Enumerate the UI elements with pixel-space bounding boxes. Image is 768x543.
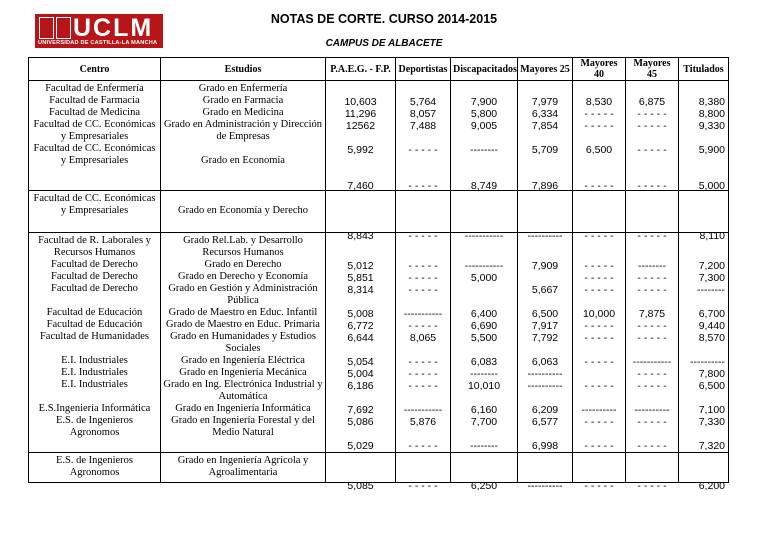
centro-line [31, 295, 158, 307]
value-cell [518, 233, 573, 453]
centro-line: Facultad de Medicina [49, 107, 140, 118]
cell-value: - - - - - [637, 380, 667, 392]
value-cell [573, 81, 626, 191]
table-row [29, 81, 729, 191]
cell-value: 5,012 [347, 260, 374, 272]
estudios-cell [161, 453, 326, 483]
centro-line: Facultad de Farmacia [49, 95, 140, 106]
estudios-line: Grado en Farmacia [202, 95, 284, 106]
value-cell [626, 191, 679, 242]
value-cell [626, 453, 679, 492]
column-header: Discapacitados [451, 58, 518, 81]
cell-value: 6,875 [638, 96, 666, 108]
cell-value: 9,330 [698, 120, 725, 132]
cell-value: 7,917 [531, 320, 559, 332]
column-header: Estudios [161, 58, 326, 81]
value-cell [451, 81, 518, 191]
estudios-line: Grado en Ingeniería Mecánica [179, 367, 307, 378]
value-cell [679, 453, 729, 492]
value-cell [326, 453, 396, 492]
cell-value: - - - - - [584, 356, 614, 368]
value-cell [451, 233, 518, 453]
cell-value: 7,460 [347, 180, 374, 192]
cell-value: 7,330 [698, 416, 725, 428]
table-body [29, 81, 729, 492]
estudios-line: Grado en Ingeniería Forestal y del Medio Natural [171, 415, 315, 438]
cell-value: ---------- [690, 356, 725, 368]
value-cell [573, 191, 626, 242]
cell-value: 9,440 [698, 320, 725, 332]
cell-value: 8,570 [698, 332, 725, 344]
cell-value: 11,296 [344, 108, 377, 120]
centro-line: Facultad de R. Laborales y Recursos Humanos [38, 235, 151, 258]
cell-value: 6,772 [347, 320, 374, 332]
cell-value: - - - - - [637, 320, 667, 332]
cell-value: 7,909 [531, 260, 559, 272]
estudios-line: Grado en Ingeniería Agrícola y Agroalimentaria [177, 455, 309, 478]
cell-value: 10,603 [344, 96, 377, 108]
cell-value: 5,000 [470, 272, 498, 284]
cell-value: 5,004 [347, 368, 374, 380]
cell-value: 6,500 [531, 308, 559, 320]
value-cell [451, 191, 518, 242]
cell-value: 6,500 [698, 380, 725, 392]
estudios-line [163, 193, 323, 205]
cell-value: - - - - - [584, 230, 614, 242]
cell-value: 6,063 [531, 356, 559, 368]
value-cell [396, 81, 451, 191]
cutoff-table [28, 57, 729, 492]
cell-value: - - - - - [408, 144, 438, 156]
table-row [29, 233, 729, 453]
column-header: Titulados [679, 58, 729, 81]
value-cell [626, 81, 679, 191]
estudios-line: Grado de Maestro en Educ. Primaria [166, 319, 320, 330]
cell-value: -------- [470, 368, 498, 380]
cell-value: ---------- [581, 404, 617, 416]
cell-value: - - - - - [584, 480, 614, 492]
cell-value: 6,690 [470, 320, 498, 332]
cell-value: 8,380 [698, 96, 725, 108]
cell-value: 5,054 [347, 356, 374, 368]
centro-line: Facultad de CC. Económicas y Empresariales [33, 193, 156, 216]
value-cell [326, 233, 396, 453]
cell-value: - - - - - [584, 260, 614, 272]
value-cell [396, 191, 451, 242]
cell-value: 8,057 [409, 108, 437, 120]
cell-value: 5,008 [347, 308, 374, 320]
cell-value: - - - - - [584, 416, 614, 428]
cell-value: -------- [470, 440, 498, 452]
cell-value: 7,800 [698, 368, 725, 380]
cell-value: - - - - - [408, 440, 438, 452]
cell-value: - - - - - [637, 272, 667, 284]
cell-value: 7,100 [698, 404, 725, 416]
cell-value: 5,086 [347, 416, 374, 428]
value-cell [626, 233, 679, 453]
cell-value: - - - - - [408, 320, 438, 332]
cell-value: - - - - - [584, 380, 614, 392]
cell-value: ----------- [464, 230, 504, 242]
cell-value: - - - - - [408, 368, 438, 380]
value-cell [396, 453, 451, 492]
centro-line: Facultad de Humanidades [39, 331, 150, 342]
cell-value: - - - - - [637, 480, 667, 492]
estudios-line: Grado en Ingeniería Informática [175, 403, 311, 414]
column-header: Deportistas [396, 58, 451, 81]
cell-value: 12562 [345, 120, 376, 132]
value-cell [518, 453, 573, 492]
centro-line: E.S. de Ingenieros Agronomos [56, 415, 133, 438]
centro-cell [29, 453, 161, 483]
cell-value: 6,250 [470, 480, 498, 492]
cell-value: 10,010 [467, 380, 501, 392]
centro-line: E.S. de Ingenieros Agronomos [56, 455, 133, 478]
estudios-line [163, 143, 323, 155]
estudios-cell [161, 191, 326, 233]
estudios-line: Grado en Humanidades y Estudios Sociales [170, 331, 316, 354]
cell-value: - - - - - [584, 108, 614, 120]
cell-value: ----------- [632, 356, 672, 368]
cell-value: 6,644 [347, 332, 374, 344]
centro-line: E.I. Industriales [61, 367, 128, 378]
cell-value: - - - - - [408, 480, 438, 492]
cell-value: - - - - - [637, 230, 667, 242]
cell-value: ---------- [634, 404, 670, 416]
column-header: Centro [29, 58, 161, 81]
cell-value: 7,900 [470, 96, 498, 108]
cell-value: 7,320 [698, 440, 725, 452]
cell-value: 6,998 [531, 440, 559, 452]
cell-value: 5,992 [347, 144, 374, 156]
centro-line: Facultad de Enfermería [45, 83, 144, 94]
estudios-line: Grado en Enfermería [198, 83, 288, 94]
cell-value: 7,692 [347, 404, 374, 416]
cell-value: - - - - - [637, 416, 667, 428]
estudios-cell [161, 81, 326, 191]
cell-value: 6,186 [347, 380, 374, 392]
cell-value: - - - - - [637, 284, 667, 296]
cell-value: -------- [470, 144, 498, 156]
cell-value: - - - - - [637, 368, 667, 380]
cell-value: 5,764 [409, 96, 437, 108]
centro-line: Facultad de Derecho [51, 283, 138, 294]
cell-value: - - - - - [584, 320, 614, 332]
value-cell [679, 81, 729, 191]
value-cell [451, 453, 518, 492]
estudios-line: Grado en Economía y Derecho [177, 205, 309, 216]
table-row [29, 191, 729, 233]
cell-value: - - - - - [408, 380, 438, 392]
page-title: NOTAS DE CORTE. CURSO 2014-2015 [270, 12, 498, 26]
value-cell [679, 191, 729, 242]
cell-value: ---------- [527, 480, 563, 492]
cell-value: - - - - - [408, 260, 438, 272]
cell-value [451, 284, 517, 296]
cell-value: 9,005 [470, 120, 498, 132]
estudios-line: Grado de Maestro en Educ. Infantil [168, 307, 318, 318]
estudios-line: Grado en Economía [201, 155, 285, 166]
cell-value: 6,200 [698, 480, 725, 492]
value-cell [326, 191, 396, 242]
cell-value: - - - - - [584, 332, 614, 344]
value-cell [396, 233, 451, 453]
cell-value: 7,896 [531, 180, 559, 192]
value-cell [518, 191, 573, 242]
column-header: Mayores 40 [573, 58, 626, 81]
cell-value: -------- [697, 284, 725, 296]
cell-value: - - - - - [408, 284, 438, 296]
estudios-line: Grado en Medicina [202, 107, 284, 118]
centro-cell [29, 81, 161, 191]
cell-value: - - - - - [408, 356, 438, 368]
value-cell [573, 453, 626, 492]
cell-value: 8,530 [585, 96, 613, 108]
estudios-line: Grado en Administración y Dirección de Empresas [163, 119, 323, 142]
cell-value: ---------- [527, 230, 563, 242]
value-cell [679, 233, 729, 453]
cell-value: 8,314 [347, 284, 374, 296]
centro-line: Facultad de Educación [46, 307, 143, 318]
cell-value: 8,843 [347, 230, 374, 242]
cell-value: - - - - - [408, 230, 438, 242]
cell-value: 6,400 [470, 308, 498, 320]
cell-value: 6,577 [531, 416, 559, 428]
centro-line: E.I. Industriales [61, 355, 128, 366]
estudios-line: Grado en Derecho y Economía [177, 271, 309, 282]
cell-value: 6,083 [470, 356, 498, 368]
value-cell [326, 81, 396, 191]
centro-line [31, 343, 158, 355]
cell-value: 8,065 [409, 332, 437, 344]
cell-value: 7,792 [531, 332, 559, 344]
estudios-cell [161, 233, 326, 453]
cell-value: - - - - - [408, 272, 438, 284]
cell-value: -------- [638, 260, 666, 272]
centro-line: Facultad de CC. Económicas y Empresariales [33, 143, 156, 166]
cell-value: - - - - - [584, 180, 614, 192]
cell-value: 6,209 [531, 404, 559, 416]
cell-value [518, 272, 572, 284]
cell-value: 7,300 [698, 272, 725, 284]
estudios-line: Grado Rel.Lab. y Desarrollo Recursos Humanos [183, 235, 303, 258]
cell-value: 5,029 [347, 440, 374, 452]
centro-line: Facultad de Derecho [51, 271, 138, 282]
cell-value: - - - - - [637, 440, 667, 452]
cell-value: 6,334 [531, 108, 559, 120]
estudios-line: Grado en Ing. Electrónica Industrial y Automática [163, 379, 323, 402]
cell-value: 6,500 [585, 144, 613, 156]
cell-value: 5,667 [531, 284, 559, 296]
column-header: P.A.E.G. - F.P. [326, 58, 396, 81]
cell-value: 6,700 [698, 308, 725, 320]
cell-value: - - - - - [637, 120, 667, 132]
cell-value: - - - - - [408, 180, 438, 192]
centro-line: Facultad de Educación [46, 319, 143, 330]
value-cell [518, 81, 573, 191]
logo-word: UCLM [73, 14, 154, 42]
cell-value: 5,876 [409, 416, 437, 428]
centro-line: E.I. Industriales [61, 379, 128, 390]
logo-subtitle: UNIVERSIDAD DE CASTILLA-LA MANCHA [38, 40, 158, 46]
cell-value: 6,160 [470, 404, 498, 416]
table-row [29, 453, 729, 483]
centro-line: E.S.Ingeniería Informática [38, 403, 151, 414]
cell-value: 7,979 [531, 96, 559, 108]
cell-value: 8,749 [470, 180, 498, 192]
cell-value: - - - - - [584, 440, 614, 452]
estudios-line: Grado en Ingeniería Eléctrica [181, 355, 305, 366]
cell-value: 5,085 [347, 480, 374, 492]
centro-line: Facultad de CC. Económicas y Empresariales [33, 119, 156, 142]
centro-cell [29, 233, 161, 453]
cell-value: 5,800 [470, 108, 498, 120]
cell-value: 7,488 [409, 120, 437, 132]
column-header: Mayores 25 [518, 58, 573, 81]
campus-subtitle: CAMPUS DE ALBACETE [325, 38, 443, 49]
header-row [29, 58, 729, 81]
cell-value: - - - - - [637, 180, 667, 192]
centro-cell [29, 191, 161, 233]
estudios-line: Grado en Derecho [204, 259, 282, 270]
cell-value [573, 368, 625, 380]
centro-line: Facultad de Derecho [51, 259, 138, 270]
cell-value: 7,854 [531, 120, 559, 132]
cell-value: - - - - - [584, 272, 614, 284]
cell-value: 7,700 [470, 416, 498, 428]
cell-value: ----------- [403, 308, 443, 320]
cell-value: 7,200 [698, 260, 725, 272]
cell-value: 8,110 [699, 230, 725, 242]
cell-value: 10,000 [582, 308, 616, 320]
cell-value: ----------- [464, 260, 504, 272]
cell-value: 8,800 [698, 108, 725, 120]
cell-value: 5,500 [470, 332, 498, 344]
cell-value: - - - - - [637, 108, 667, 120]
cell-value: ---------- [527, 368, 563, 380]
estudios-line: Grado en Gestión y Administración Pública [168, 283, 318, 306]
cell-value: ----------- [403, 404, 443, 416]
cell-value: ---------- [527, 380, 563, 392]
column-header: Mayores 45 [626, 58, 679, 81]
cell-value: - - - - - [584, 284, 614, 296]
cell-value: 5,851 [347, 272, 374, 284]
cell-value: 5,000 [698, 180, 725, 192]
cell-value: - - - - - [584, 120, 614, 132]
cell-value: 7,875 [638, 308, 666, 320]
cell-value: - - - - - [637, 332, 667, 344]
centro-line [31, 391, 158, 403]
value-cell [573, 233, 626, 453]
cell-value: - - - - - [637, 144, 667, 156]
cell-value: 5,900 [698, 144, 725, 156]
cell-value: 5,709 [531, 144, 559, 156]
